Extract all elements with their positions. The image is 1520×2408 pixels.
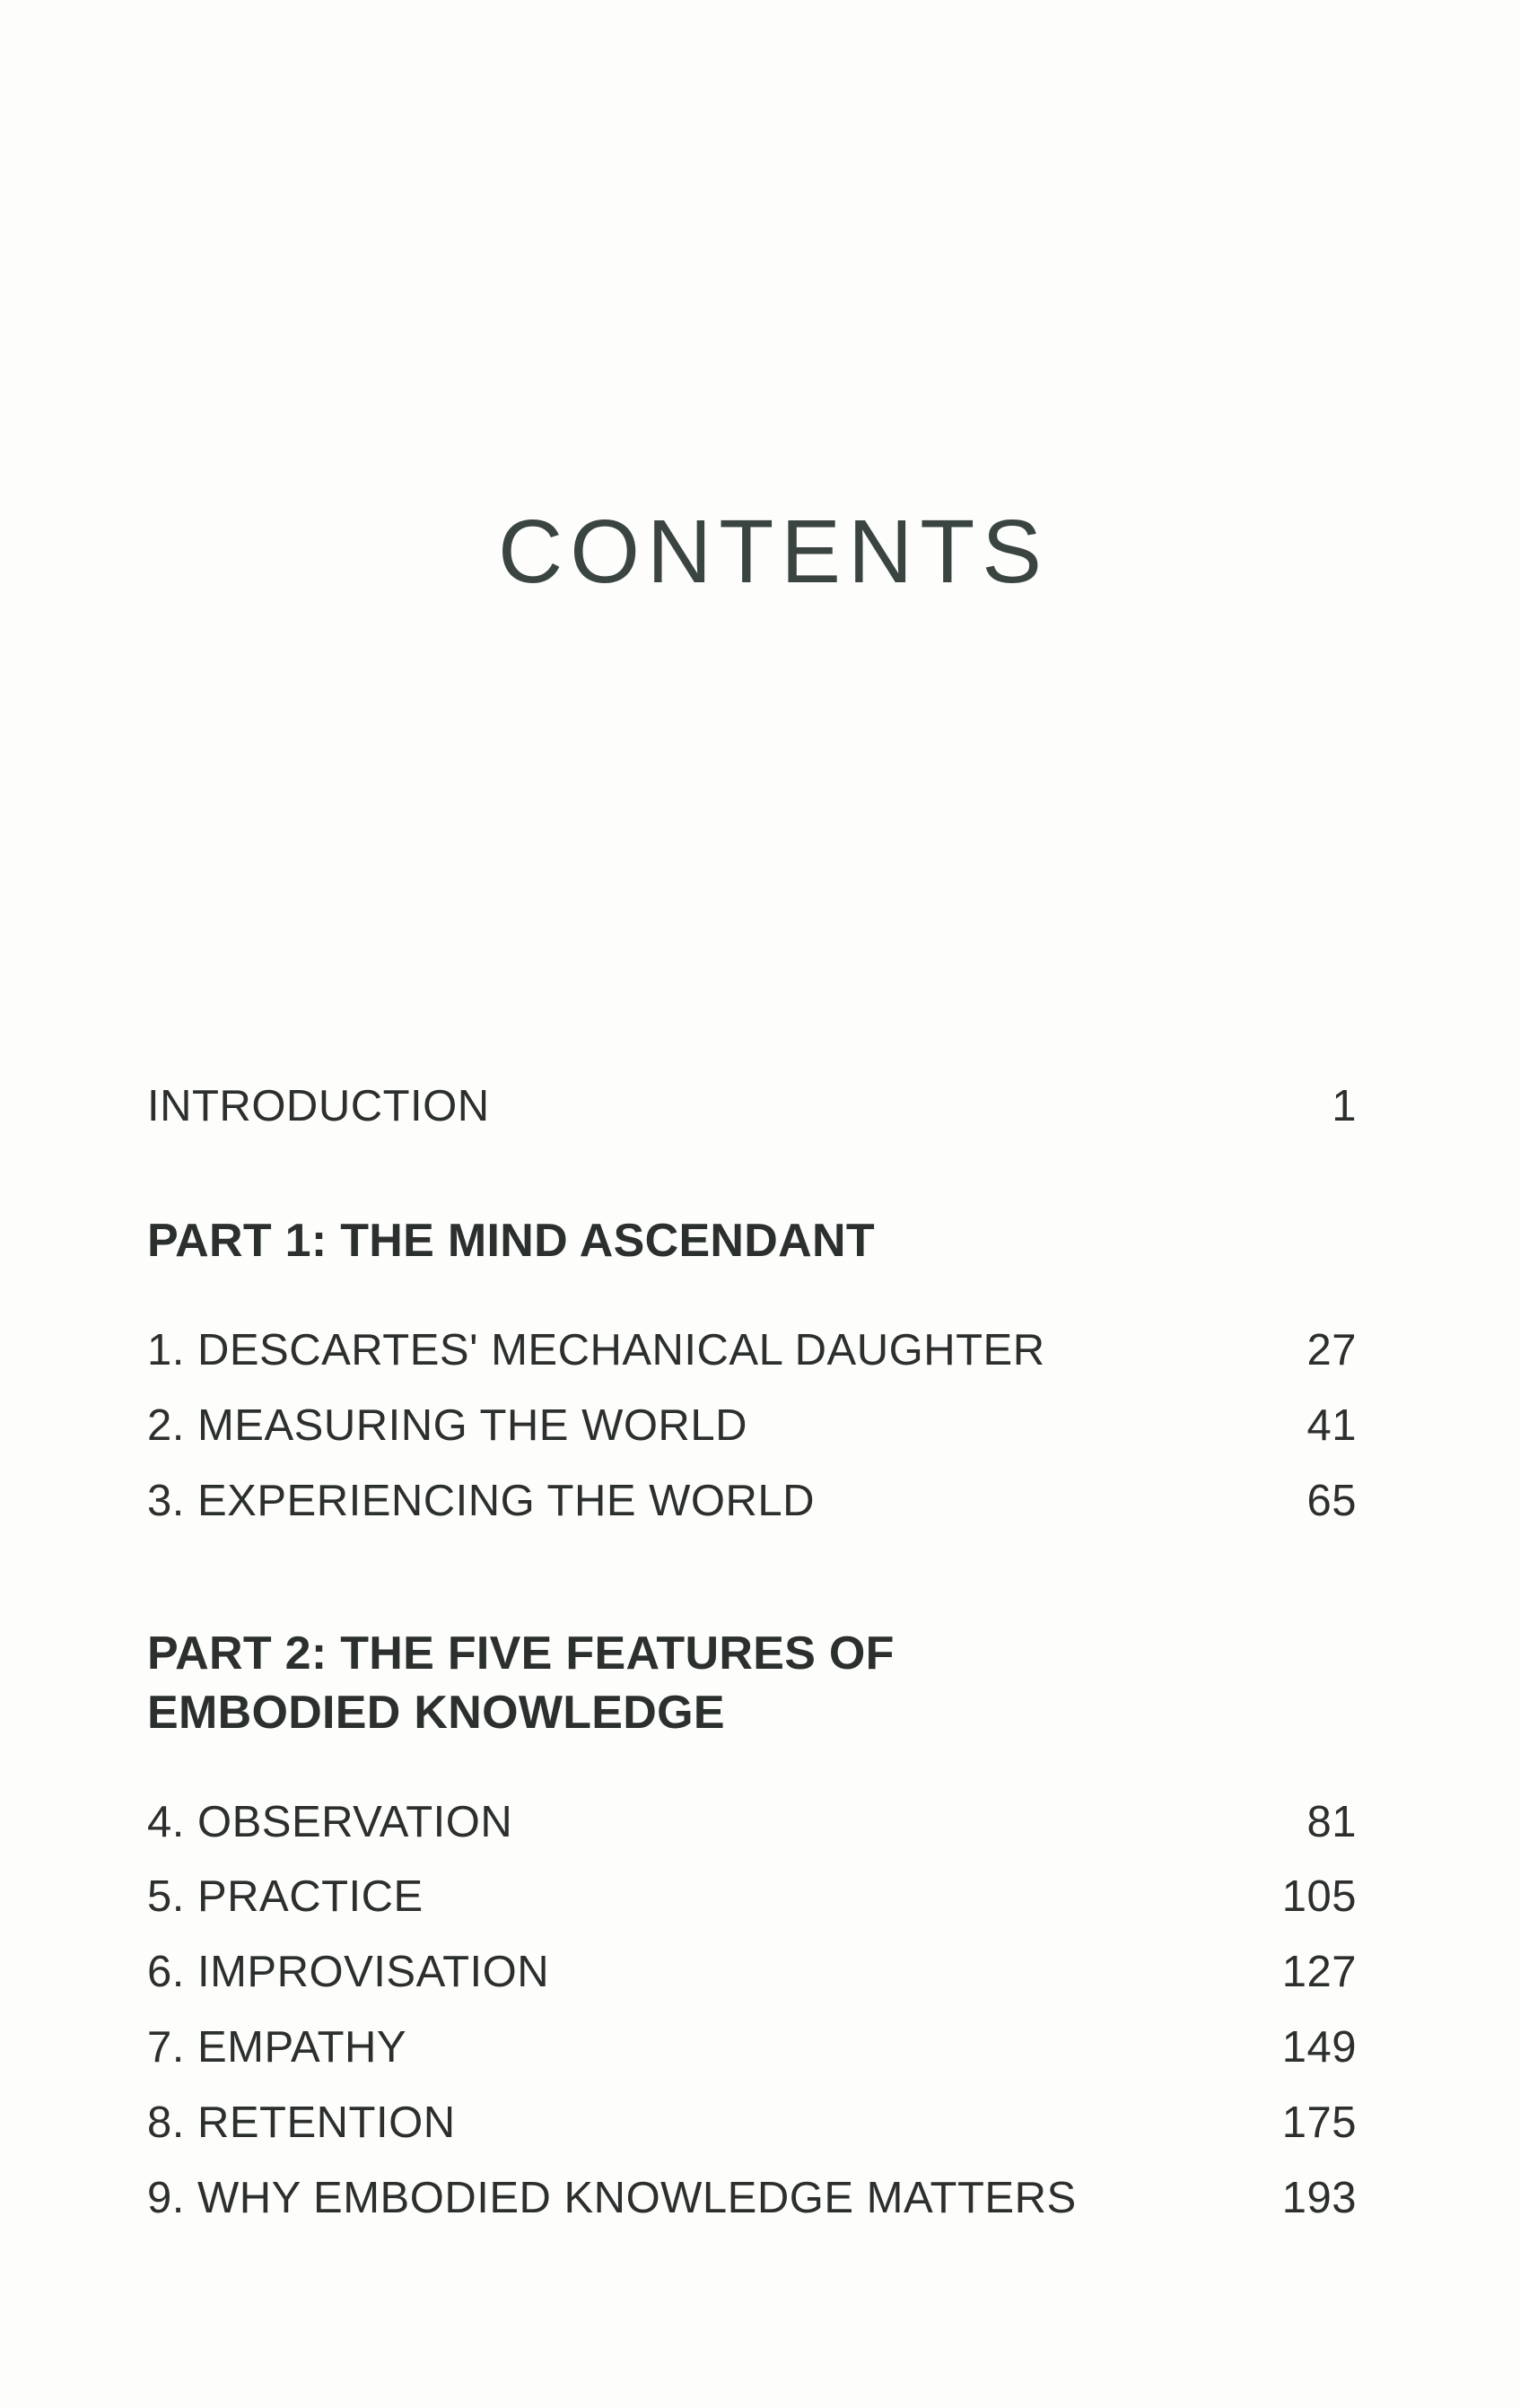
toc-entry[interactable]: [147, 1474, 1357, 1528]
toc-entry[interactable]: [147, 2020, 1357, 2074]
toc-entry[interactable]: [147, 1399, 1357, 1453]
toc-entry[interactable]: [147, 1945, 1357, 1999]
part-heading: PART 2: THE FIVE FEATURES OF: [147, 1627, 895, 1679]
toc-entry-label: 1. DESCARTES' MECHANICAL DAUGHTER: [147, 1326, 1045, 1374]
toc-entry-label: 3. EXPERIENCING THE WORLD: [147, 1477, 816, 1525]
toc-entry[interactable]: [147, 2096, 1357, 2150]
toc-entry[interactable]: [147, 2171, 1357, 2225]
toc-entry-label: 7. EMPATHY: [147, 2023, 407, 2072]
toc-entry[interactable]: [147, 1795, 1357, 1849]
toc-entry-label: 6. IMPROVISATION: [147, 1948, 550, 1996]
toc-entry-page: 81: [1306, 1798, 1357, 1846]
toc-entry-page: 175: [1281, 2098, 1357, 2147]
toc-entry-page: 149: [1281, 2023, 1357, 2072]
toc-entry-label: INTRODUCTION: [147, 1082, 490, 1130]
toc-entry-page: 193: [1281, 2174, 1357, 2222]
toc-entry-page: 65: [1306, 1477, 1357, 1525]
toc-entry-label: 2. MEASURING THE WORLD: [147, 1401, 747, 1450]
toc-entry-label: 8. RETENTION: [147, 2098, 456, 2147]
toc-entry[interactable]: [147, 1323, 1357, 1377]
toc-entry-page: 105: [1281, 1872, 1357, 1921]
part-heading: PART 1: THE MIND ASCENDANT: [147, 1215, 875, 1267]
toc-entry[interactable]: [147, 1870, 1357, 1924]
toc-entry-label: 5. PRACTICE: [147, 1872, 424, 1921]
toc-entry-label: 4. OBSERVATION: [147, 1798, 513, 1846]
toc-entry-label: 9. WHY EMBODIED KNOWLEDGE MATTERS: [147, 2174, 1077, 2222]
toc-entry-page: 41: [1306, 1401, 1357, 1450]
toc-entry-page: 127: [1281, 1948, 1357, 1996]
page-title: CONTENTS: [498, 502, 1049, 602]
part-heading: EMBODIED KNOWLEDGE: [147, 1687, 725, 1739]
toc-entry-page: 1: [1332, 1082, 1357, 1130]
toc-entry-page: 27: [1306, 1326, 1357, 1374]
toc-entry-introduction[interactable]: [147, 1079, 1357, 1133]
